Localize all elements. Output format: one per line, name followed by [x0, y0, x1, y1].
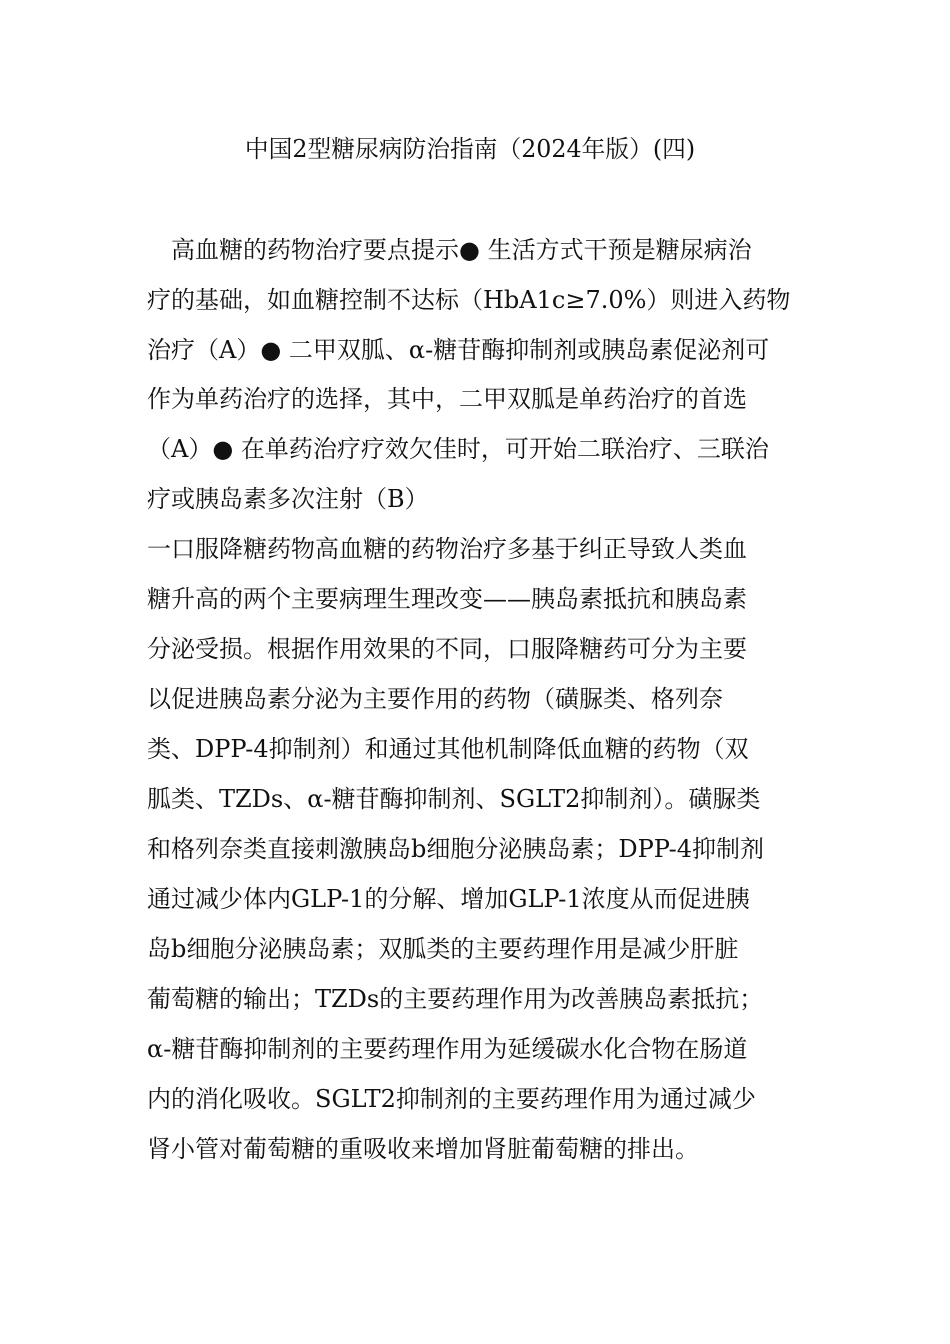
- text-line: 糖升高的两个主要病理生理改变——胰岛素抵抗和胰岛素: [147, 585, 747, 613]
- text-line: 内的消化吸收。SGLT2抑制剂的主要药理作用为通过减少: [147, 1085, 756, 1113]
- text-line: α-糖苷酶抑制剂的主要药理作用为延缓碳水化合物在肠道: [147, 1035, 748, 1063]
- text-line: 和格列奈类直接刺激胰岛b细胞分泌胰岛素；DPP-4抑制剂: [147, 835, 764, 863]
- text-line: 一口服降糖药物高血糖的药物治疗多基于纠正导致人类血: [147, 535, 747, 563]
- text-line: 以促进胰岛素分泌为主要作用的药物（磺脲类、格列奈: [147, 685, 723, 713]
- document-title: 中国2型糖尿病防治指南（2024年版）(四): [244, 135, 696, 163]
- text-line: 分泌受损。根据作用效果的不同，口服降糖药可分为主要: [147, 635, 747, 663]
- text-line: 疗的基础，如血糖控制不达标（HbA1c≥7.0%）则进入药物: [147, 286, 791, 314]
- text-line: （A）● 在单药治疗疗效欠佳时，可开始二联治疗、三联治: [147, 435, 769, 463]
- text-line: 胍类、TZDs、α-糖苷酶抑制剂、SGLT2抑制剂）。磺脲类: [147, 785, 761, 813]
- text-line: 葡萄糖的输出；TZDs的主要药理作用为改善胰岛素抵抗；: [147, 985, 764, 1013]
- text-line: 作为单药治疗的选择，其中，二甲双胍是单药治疗的首选: [147, 385, 747, 413]
- text-line: 肾小管对葡萄糖的重吸收来增加肾脏葡萄糖的排出。: [147, 1135, 699, 1163]
- text-line: 类、DPP-4抑制剂）和通过其他机制降低血糖的药物（双: [147, 735, 749, 763]
- text-line: 高血糖的药物治疗要点提示● 生活方式干预是糖尿病治: [171, 236, 752, 264]
- text-line: 疗或胰岛素多次注射（B）: [147, 485, 429, 513]
- text-line: 通过减少体内GLP-1的分解、增加GLP-1浓度从而促进胰: [147, 885, 750, 913]
- text-line: 岛b细胞分泌胰岛素；双胍类的主要药理作用是减少肝脏: [147, 935, 739, 963]
- text-line: 治疗（A）● 二甲双胍、α-糖苷酶抑制剂或胰岛素促泌剂可: [147, 336, 770, 364]
